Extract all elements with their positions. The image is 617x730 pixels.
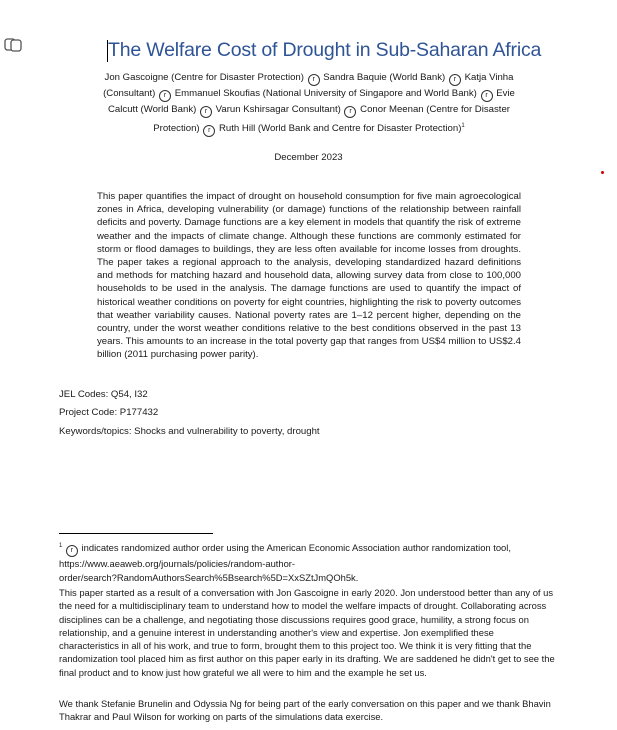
author: Conor Meenan (Centre for Disaster Protection) bbox=[153, 104, 510, 135]
randomization-symbol-icon: r bbox=[200, 106, 212, 118]
randomization-symbol-icon: r bbox=[449, 74, 461, 86]
footnote-url[interactable]: https://www.aeaweb.org/journals/policies/random-author- bbox=[59, 558, 296, 570]
footnote bbox=[59, 540, 549, 585]
abstract: This paper quantifies the impact of drought on household consumption for five main agroecological zones in Africa, developing vulnerability (or damage) functions of the relationship between rainfall deficits and poverty. Damage functions are a key element in models that quantify the risk of extreme weather and the impacts of climate change. Although these functions are commonly estimated for storm or flood damages to buildings, they are less often available for income losses from droughts. The paper takes a regional approach to the analysis, developing standardized hazard definitions and methods for matching hazard and household data, allowing survey data from close to 100,000 households to be used in the analysis. The damage functions are used to quantify the impact of historical weather conditions on poverty for eight countries, highlighting the risk to poverty outcomes that weather variability causes. National poverty rates are 1–12 percent higher, depending on the country, under the worst weather conditions relative to the best conditions observed in the past 13 years. This amounts to an increase in the total poverty gap that ranges from US$4 million to US$2.4 billion (2011 purchasing power parity). bbox=[97, 191, 521, 361]
randomization-symbol-icon: r bbox=[203, 125, 215, 137]
author-list bbox=[100, 70, 518, 137]
copilot-icon[interactable] bbox=[4, 37, 22, 53]
footnote-text: indicates randomized author order using the American Economic Association author randomization tool, bbox=[78, 542, 511, 554]
author: Katja Vinha (Consultant) bbox=[103, 72, 514, 99]
randomization-symbol-icon: r bbox=[308, 74, 320, 86]
red-marker-dot bbox=[601, 171, 604, 174]
thanks-paragraph: We thank Stefanie Brunelin and Odyssia Ng for being part of the early conversation on this paper and we thank Bhavin Thakrar and Paul Wilson for working on parts of the simulations data exercise. bbox=[59, 698, 551, 723]
author: Evie Calcutt (World Bank) bbox=[108, 88, 515, 115]
footnote-url-continued[interactable]: order/search?RandomAuthorsSearch%5Bsearch%5D=XxSZtJmQOh5k. bbox=[59, 571, 359, 583]
footnote-reference[interactable]: 1 bbox=[461, 123, 465, 129]
randomization-symbol-icon: r bbox=[159, 90, 171, 102]
author: Emmanuel Skoufias (National University of Singapore and World Bank) bbox=[174, 88, 477, 99]
keywords: Keywords/topics: Shocks and vulnerability to poverty, drought bbox=[59, 426, 320, 437]
author: Varun Kshirsagar Consultant) bbox=[215, 104, 341, 115]
randomization-symbol-icon: r bbox=[344, 106, 356, 118]
acknowledgement-paragraph: This paper started as a result of a conversation with Jon Gascoigne in early 2020. Jon understood better than any of us the need for a multidisciplinary team to understand how to model the welfare impacts of drought. Collaborating across disciplines can be a challenge, and negotiating those discussions requires good grace, humility, a strong focus on relationship, and a genuine interest in understanding another's view and expertise. Jon exemplified these characteristics in all of his work, and true to form, brought them to this project too. We think it is very fitting that the randomization tool placed him as first author on this paper early in its drafting. We are saddened he didn't get to see the final product and to know just how grateful we all were to him and the example he set us. bbox=[59, 587, 555, 678]
document-date: December 2023 bbox=[274, 152, 343, 163]
randomization-symbol-icon: r bbox=[66, 545, 78, 557]
project-code: Project Code: P177432 bbox=[59, 407, 159, 418]
author: Jon Gascoigne (Centre for Disaster Protection) bbox=[104, 72, 304, 83]
randomization-symbol-icon: r bbox=[481, 90, 493, 102]
jel-codes: JEL Codes: Q54, I32 bbox=[59, 389, 148, 400]
document-title[interactable]: The Welfare Cost of Drought in Sub-Saharan Africa bbox=[108, 39, 542, 61]
footnote-number: 1 bbox=[59, 543, 63, 549]
author: Ruth Hill (World Bank and Centre for Disaster Protection) bbox=[218, 123, 462, 135]
footnote-separator bbox=[59, 533, 213, 534]
author: Sandra Baquie (World Bank) bbox=[323, 72, 446, 83]
